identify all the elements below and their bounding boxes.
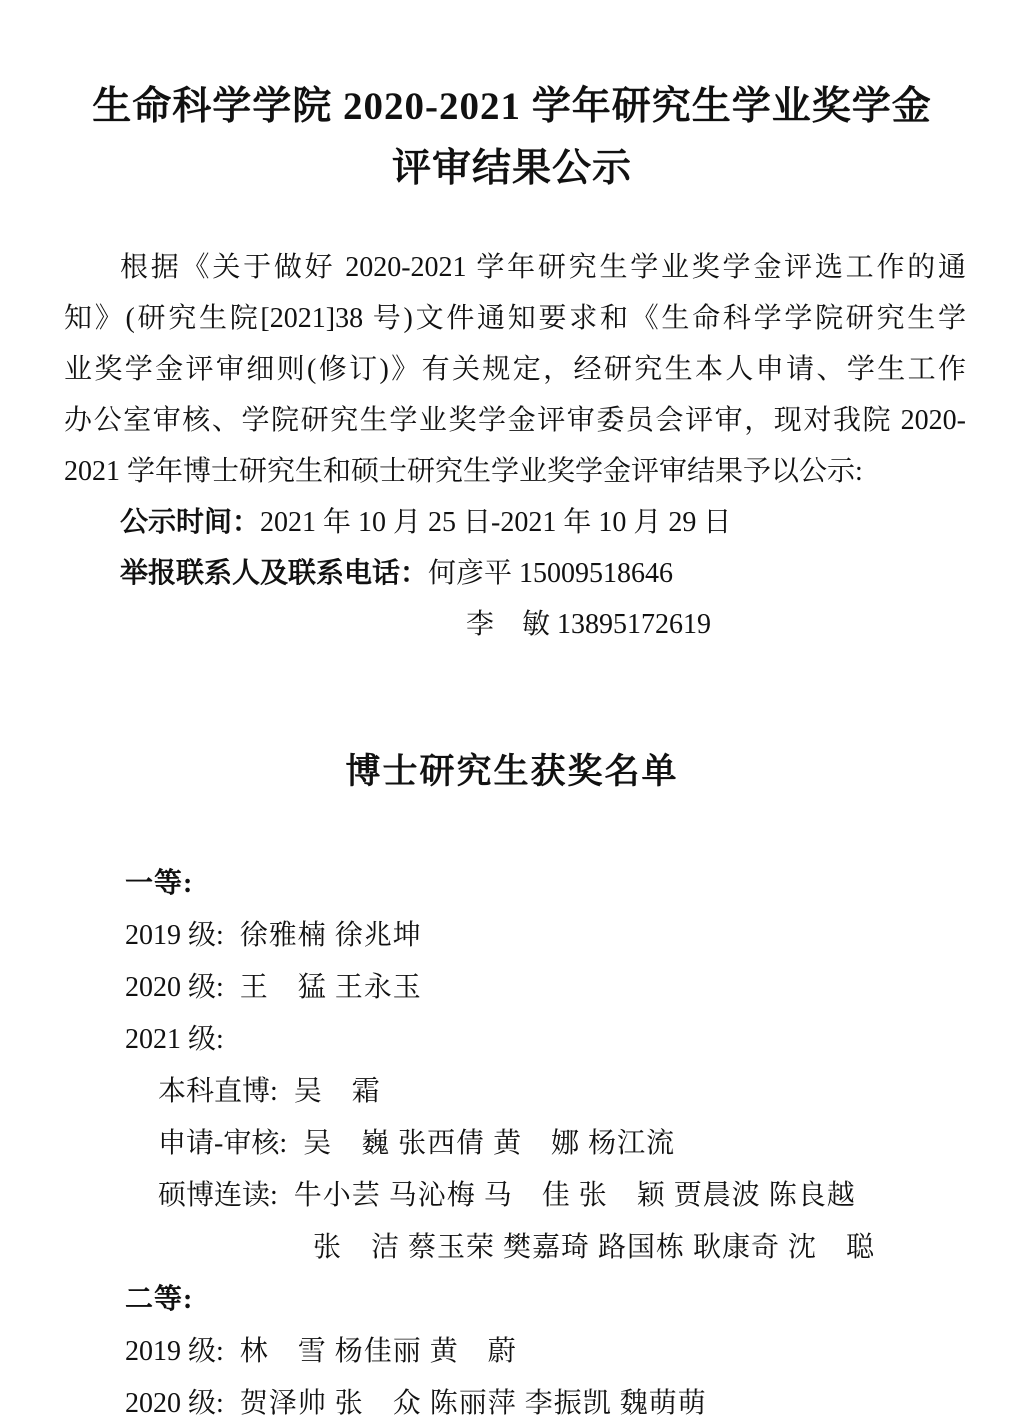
report-contact-1: 何彦平 15009518646 [428,558,674,589]
grade-2019-label: 2019 级: [125,920,224,951]
paragraph-line-2: 知》(研究生院[2021]38 号)文件通知要求和《生命科学学院研究生学 [64,303,966,334]
paragraph-line-3: 业奖学金评审细则(修订)》有关规定，经研究生本人申请、学生工作 [64,354,966,385]
first-class-2020-row [64,962,984,1014]
second-class-2020-names: 贺泽帅 张 众 陈丽萍 李振凯 魏萌萌 [239,1388,707,1419]
page-title [0,76,1024,200]
publicity-period-line [64,497,966,548]
report-contact-2: 李 敏 13895172619 [466,609,712,640]
paragraph-line-5: 2021 学年博士研究生和硕士研究生学业奖学金评审结果予以公示: [64,456,863,487]
page-title-line-1: 生命科学学院 2020-2021 学年研究生学业奖学金 [92,85,932,128]
first-class-2019-row [64,910,984,962]
page-title-line-2: 评审结果公示 [391,147,632,190]
doctoral-list-title: 博士研究生获奖名单 [345,752,679,791]
grade-2019-label-2: 2019 级: [125,1336,224,1367]
second-class-2019-row [64,1326,984,1378]
report-contact-line-2 [64,599,966,650]
second-class-2019-names: 林 雪 杨佳丽 黄 蔚 [239,1336,517,1367]
report-contact-label: 举报联系人及联系电话： [120,558,429,589]
grade-2020-label: 2020 级: [125,972,224,1003]
grade-2020-label-2: 2020 级: [125,1388,224,1419]
apply-review-label: 申请-审核: [158,1128,288,1159]
successive-program-names-1: 牛小芸 马沁梅 马 佳 张 颖 贾晨波 陈良越 [293,1180,856,1211]
second-class-heading [64,1274,984,1326]
first-class-label: 一等: [125,868,194,899]
first-class-heading [64,858,984,910]
first-class-2021-row [64,1014,984,1066]
paragraph-line-1: 根据《关于做好 2020-2021 学年研究生学业奖学金评选工作的通 [120,252,966,283]
direct-phd-row [64,1066,984,1118]
publicity-period-value: 2021 年 10 月 25 日-2021 年 10 月 29 日 [260,507,732,538]
second-class-2020-row [64,1378,984,1427]
first-class-2020-names: 王 猛 王永玉 [239,972,422,1003]
first-class-2019-names: 徐雅楠 徐兆坤 [239,920,422,951]
doctoral-award-list [64,858,984,1427]
second-class-label: 二等: [125,1284,194,1315]
successive-program-label: 硕博连读: [158,1180,278,1211]
grade-2021-label: 2021 级: [125,1024,224,1055]
apply-review-row [64,1118,984,1170]
direct-phd-label: 本科直博: [158,1076,278,1107]
apply-review-names: 吴 巍 张西倩 黄 娜 杨江流 [303,1128,676,1159]
successive-program-names-2: 张 洁 蔡玉荣 樊嘉琦 路国栋 耿康奇 沈 聪 [313,1232,876,1263]
report-contact-line [64,548,966,599]
intro-section [64,242,966,650]
direct-phd-names: 吴 霜 [293,1076,381,1107]
successive-program-row-1 [64,1170,984,1222]
paragraph-line-4: 办公室审核、学院研究生学业奖学金评审委员会评审，现对我院 2020- [64,405,966,436]
successive-program-row-2 [64,1222,984,1274]
publicity-period-label: 公示时间： [120,507,261,538]
